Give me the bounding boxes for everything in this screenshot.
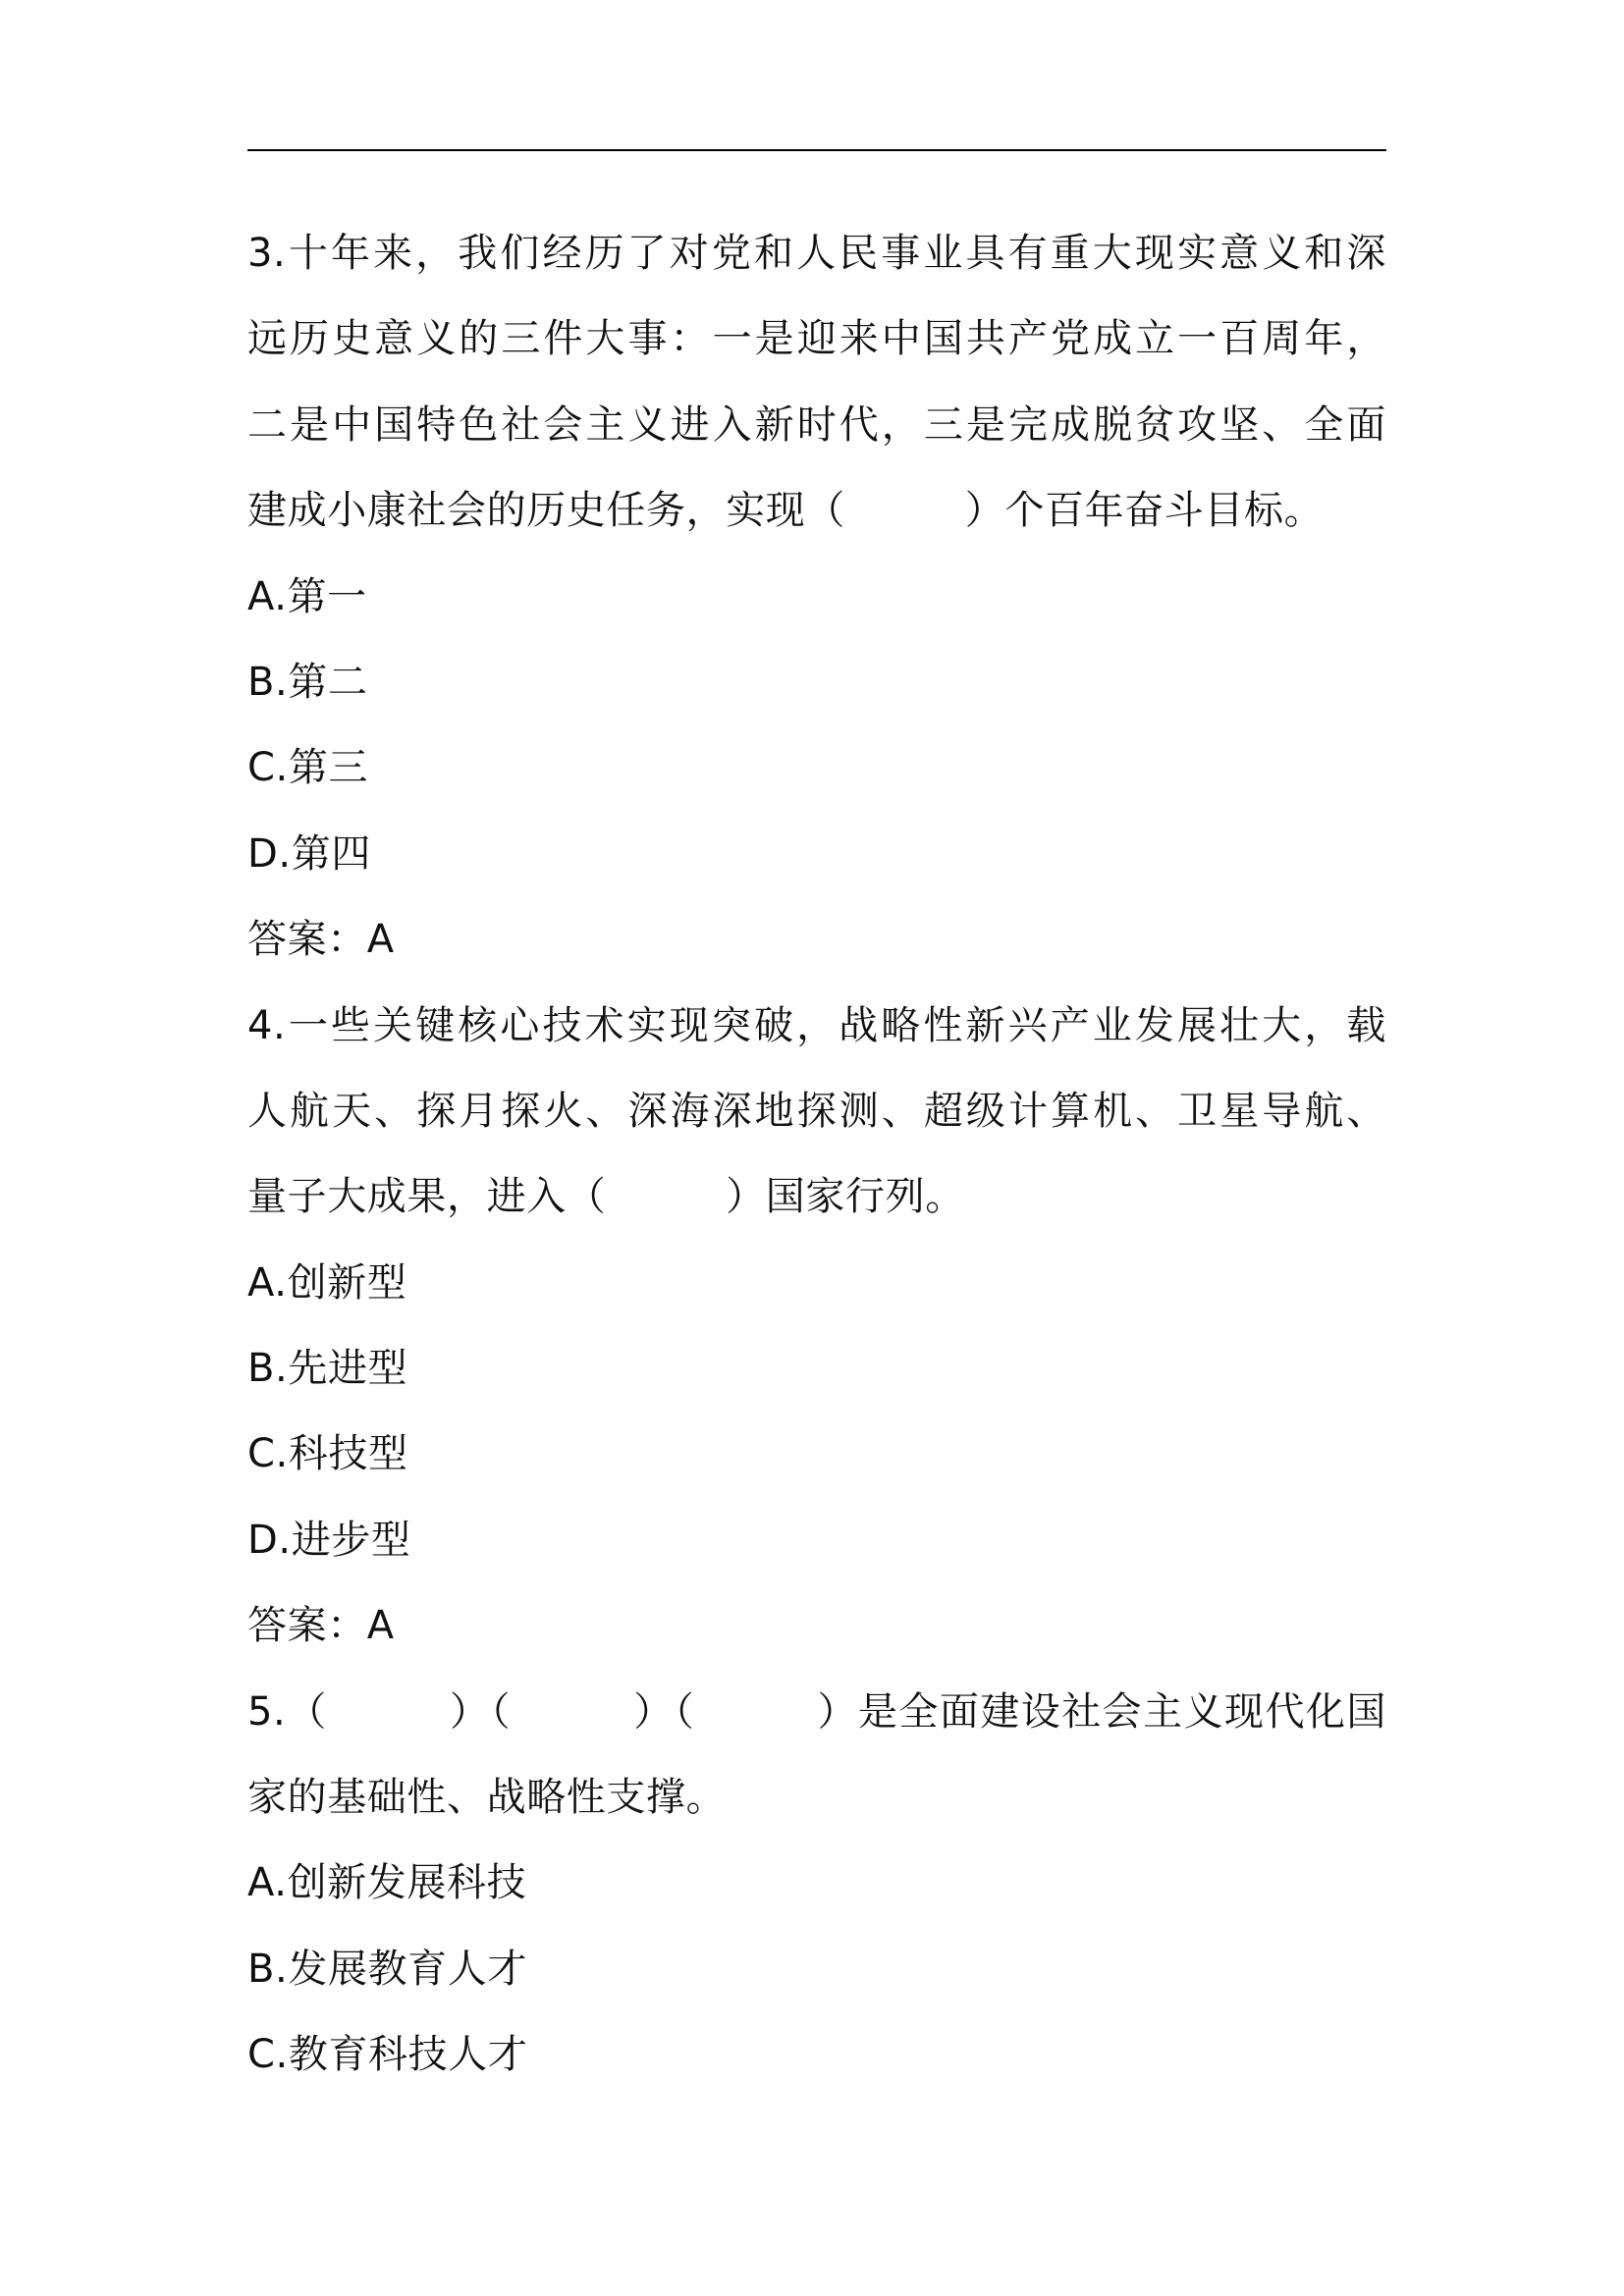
question-5-option-c: C.教育科技人才	[247, 2032, 528, 2078]
question-4-line-3: 量子大成果，进入（ ）国家行列。	[247, 1174, 965, 1220]
question-3-answer: 答案：A	[247, 917, 395, 963]
question-3	[247, 221, 1386, 993]
question-3-line-2: 远历史意义的三件大事：一是迎来中国共产党成立一百周年，	[247, 316, 1386, 362]
question-4-option-d: D.进步型	[247, 1517, 411, 1563]
document-body	[247, 221, 1386, 2109]
question-4-line-2: 人航天、探月探火、深海深地探测、超级计算机、卫星导航、	[247, 1088, 1386, 1134]
question-5-line-1: 5.（ ）（ ）（ ）是全面建设社会主义现代化国	[247, 1688, 1386, 1735]
question-4-option-a: A.创新型	[247, 1259, 407, 1306]
question-4-option-c: C.科技型	[247, 1431, 408, 1477]
question-3-line-3: 二是中国特色社会主义进入新时代，三是完成脱贫攻坚、全面	[247, 401, 1386, 448]
question-3-option-a: A.第一	[247, 573, 367, 619]
question-4-answer: 答案：A	[247, 1603, 395, 1649]
question-3-line-4: 建成小康社会的历史任务，实现（ ）个百年奋斗目标。	[247, 488, 1325, 534]
question-5-line-2: 家的基础性、战略性支撑。	[247, 1775, 727, 1821]
header-rule	[247, 149, 1386, 151]
question-4-option-b: B.先进型	[247, 1346, 408, 1392]
question-4	[247, 993, 1386, 1680]
question-3-option-c: C.第三	[247, 745, 369, 791]
question-5-option-b: B.发展教育人才	[247, 1946, 527, 1992]
question-4-line-1: 4.一些关键核心技术实现突破，战略性新兴产业发展壮大，载	[247, 1002, 1386, 1048]
question-3-option-b: B.第二	[247, 659, 368, 705]
question-3-option-d: D.第四	[247, 830, 371, 877]
question-3-line-1: 3.十年来，我们经历了对党和人民事业具有重大现实意义和深	[247, 231, 1386, 276]
question-5	[247, 1680, 1386, 2109]
question-5-option-a: A.创新发展科技	[247, 1860, 527, 1906]
